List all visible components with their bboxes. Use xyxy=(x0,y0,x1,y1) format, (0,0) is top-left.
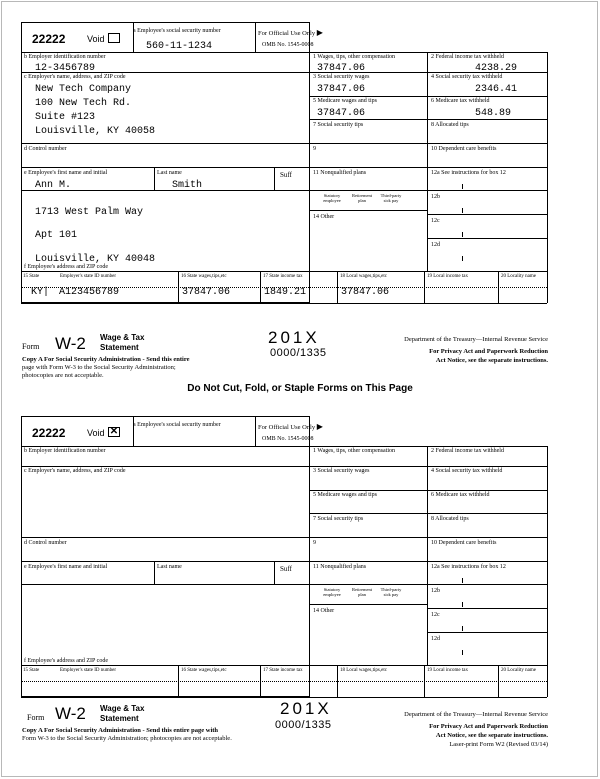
employer-line-1[interactable]: New Tech Company xyxy=(35,84,132,95)
employee-address-line-3[interactable]: Louisville, KY 40048 xyxy=(35,254,156,265)
box7-label: 7 Social security tips xyxy=(313,516,364,522)
suffix-label: Suff xyxy=(280,565,292,573)
box16-label: 16 State wages,tips,etc xyxy=(181,668,227,673)
copy-a-line-1: Copy A For Social Security Administration - Send this entire xyxy=(22,356,190,363)
box2-label: 2 Federal income tax withheld xyxy=(431,54,504,60)
box5-label: 5 Medicare wages and tips xyxy=(313,98,377,104)
box17-state-tax[interactable]: 1849.21 xyxy=(264,287,307,298)
employer-line-3[interactable]: Suite #123 xyxy=(35,112,96,123)
control-code: 22222 xyxy=(32,426,66,440)
box6-medicare-tax[interactable]: 548.89 xyxy=(475,108,512,119)
omb-number: OMB No. 1545-0008 xyxy=(262,436,314,442)
box18-label: 18 Local wages,tips,etc xyxy=(340,274,387,279)
box15-id-label: Employer's state ID number xyxy=(60,274,117,279)
void-label: Void xyxy=(87,34,105,44)
box8-label: 8 Allocated tips xyxy=(431,516,469,522)
box2-label: 2 Federal income tax withheld xyxy=(431,448,504,454)
laser-print-note: Laser-print Form W2 (Revised 03/14) xyxy=(449,741,548,748)
form-title-1: Wage & Tax xyxy=(100,704,145,713)
privacy-line-2: Act Notice, see the separate instructions. xyxy=(435,732,548,739)
employee-address-line-1[interactable]: 1713 West Palm Way xyxy=(35,207,144,218)
dept-treasury: Department of the Treasury—Internal Revenue Service xyxy=(404,336,548,343)
box13-thirdparty-label: Third-party sick pay xyxy=(380,587,402,597)
box11-label: 11 Nonqualified plans xyxy=(313,564,367,570)
box18-local-wages[interactable]: 37847.06 xyxy=(341,287,390,298)
box8-label: 8 Allocated tips xyxy=(431,122,469,128)
box12c-label: 12c xyxy=(431,612,440,618)
box14-label: 14 Other xyxy=(313,214,335,220)
box15-state-label: 15 State xyxy=(23,274,40,279)
tax-year: 201X xyxy=(268,328,320,347)
box15-state[interactable]: KY| xyxy=(31,287,50,298)
box13-retirement-label: Retirement plan xyxy=(352,587,372,597)
box3-ss-wages[interactable]: 37847.06 xyxy=(317,84,366,95)
box14-label: 14 Other xyxy=(313,608,335,614)
box13-statutory-label: Statutory employee xyxy=(323,587,341,597)
first-name-value[interactable]: Ann M. xyxy=(35,180,72,191)
box18-label: 18 Local wages,tips,etc xyxy=(340,668,387,673)
form-title-1: Wage & Tax xyxy=(100,333,145,342)
ein-label: b Employer identification number xyxy=(24,54,106,60)
official-use: For Official Use Only ▶ xyxy=(258,422,323,431)
box19-label: 19 Local income tax xyxy=(427,668,468,673)
cut-notice: Do Not Cut, Fold, or Staple Forms on This Page xyxy=(187,383,413,394)
box13-thirdparty-label: Third-party sick pay xyxy=(380,193,402,203)
box17-label: 17 State income tax xyxy=(263,668,303,673)
control-number-label: d Control number xyxy=(24,540,67,546)
box3-label: 3 Social security wages xyxy=(313,74,370,80)
ssn-value[interactable]: 560-11-1234 xyxy=(146,41,213,52)
control-number-label: d Control number xyxy=(24,146,67,152)
box4-label: 4 Social security tax withheld xyxy=(431,74,503,80)
copy-a-line-1: Copy A For Social Security Administration - Send this entire page with xyxy=(22,727,219,734)
ein-value[interactable]: 12-3456789 xyxy=(35,63,96,74)
box1-label: 1 Wages, tips, other compensation xyxy=(313,54,396,60)
box4-ss-tax[interactable]: 2346.41 xyxy=(475,84,518,95)
box1-wages[interactable]: 37847.06 xyxy=(317,63,366,74)
box12c-label: 12c xyxy=(431,218,440,224)
copy-a-line-2: page with Form W-3 to the Social Security Administration; xyxy=(22,364,176,371)
form-title-2: Statement xyxy=(100,714,139,723)
box9-label: 9 xyxy=(313,146,316,152)
box13-statutory-label: Statutory employee xyxy=(323,193,341,203)
void-label: Void xyxy=(87,428,105,438)
control-code: 22222 xyxy=(32,32,66,46)
box13-retirement-label: Retirement plan xyxy=(352,193,372,203)
box12b-label: 12b xyxy=(431,588,440,594)
w2-form-2 xyxy=(0,394,600,748)
last-name-value[interactable]: Smith xyxy=(172,180,203,191)
first-name-label: e Employee's first name and initial xyxy=(24,564,108,570)
box6-label: 6 Medicare tax withheld xyxy=(431,98,490,104)
form-title-2: Statement xyxy=(100,343,139,352)
last-name-label: Last name xyxy=(157,170,182,176)
employee-address-label: f Employee's address and ZIP code xyxy=(24,658,108,664)
box12a-label: 12a See instructions for box 12 xyxy=(431,564,506,570)
tax-year: 201X xyxy=(280,699,332,718)
first-name-label: e Employee's first name and initial xyxy=(24,170,108,176)
form-word: Form xyxy=(27,713,45,722)
privacy-line-2: Act Notice, see the separate instructions. xyxy=(435,357,548,364)
dept-treasury: Department of the Treasury—Internal Revenue Service xyxy=(404,711,548,718)
form-name: W-2 xyxy=(55,704,86,723)
w2-form-1 xyxy=(0,0,600,379)
box17-label: 17 State income tax xyxy=(263,274,303,279)
suffix-label: Suff xyxy=(280,171,292,179)
box12b-label: 12b xyxy=(431,194,440,200)
privacy-line-1: For Privacy Act and Paperwork Reduction xyxy=(429,348,548,355)
box15-state-id[interactable]: A123456789 xyxy=(59,287,120,298)
box9-label: 9 xyxy=(313,540,316,546)
box5-label: 5 Medicare wages and tips xyxy=(313,492,377,498)
box10-label: 10 Dependent care benefits xyxy=(431,146,497,152)
box15-state-label: 15 State xyxy=(23,668,40,673)
box11-label: 11 Nonqualified plans xyxy=(313,170,367,176)
box16-state-wages[interactable]: 37847.06 xyxy=(182,287,231,298)
employer-line-4[interactable]: Louisville, KY 40058 xyxy=(35,126,156,137)
box7-label: 7 Social security tips xyxy=(313,122,364,128)
form-word: Form xyxy=(22,342,40,351)
box5-medicare-wages[interactable]: 37847.06 xyxy=(317,108,366,119)
ein-label: b Employer identification number xyxy=(24,448,106,454)
box3-label: 3 Social security wages xyxy=(313,468,370,474)
employee-address-line-2[interactable]: Apt 101 xyxy=(35,230,78,241)
ssn-label: a Employee's social security number xyxy=(133,422,221,428)
ssn-label: a Employee's social security number xyxy=(133,28,221,34)
privacy-line-1: For Privacy Act and Paperwork Reduction xyxy=(429,723,548,730)
box4-label: 4 Social security tax withheld xyxy=(431,468,503,474)
box2-federal-tax[interactable]: 4238.29 xyxy=(475,63,518,74)
box12a-label: 12a See instructions for box 12 xyxy=(431,170,506,176)
box20-label: 20 Locality name xyxy=(501,668,536,673)
arrow-right-icon: ▶ xyxy=(316,28,323,37)
copy-a-line-2: Form W-3 to the Social Security Administration; photocopies are not acceptable. xyxy=(22,735,232,742)
employer-line-2[interactable]: 100 New Tech Rd. xyxy=(35,98,132,109)
box1-label: 1 Wages, tips, other compensation xyxy=(313,448,396,454)
form-code: 0000/1335 xyxy=(275,719,332,731)
void-checkbox[interactable]: ✕ xyxy=(109,426,119,437)
box12d-label: 12d xyxy=(431,242,440,248)
employer-label: c Employer's name, address, and ZIP code xyxy=(24,74,126,80)
official-use: For Official Use Only ▶ xyxy=(258,28,323,37)
box10-label: 10 Dependent care benefits xyxy=(431,540,497,546)
box16-label: 16 State wages,tips,etc xyxy=(181,274,227,279)
box12d-label: 12d xyxy=(431,636,440,642)
employee-address-label: f Employee's address and ZIP code xyxy=(24,264,108,270)
arrow-right-icon: ▶ xyxy=(316,422,323,431)
box6-label: 6 Medicare tax withheld xyxy=(431,492,490,498)
box20-label: 20 Locality name xyxy=(501,274,536,279)
box15-id-label: Employer's state ID number xyxy=(60,668,117,673)
copy-a-line-3: photocopies are not acceptable. xyxy=(22,372,104,379)
employer-label: c Employer's name, address, and ZIP code xyxy=(24,468,126,474)
last-name-label: Last name xyxy=(157,564,182,570)
box19-label: 19 Local income tax xyxy=(427,274,468,279)
form-code: 0000/1335 xyxy=(270,347,327,359)
form-name: W-2 xyxy=(55,334,86,353)
omb-number: OMB No. 1545-0008 xyxy=(262,42,314,48)
